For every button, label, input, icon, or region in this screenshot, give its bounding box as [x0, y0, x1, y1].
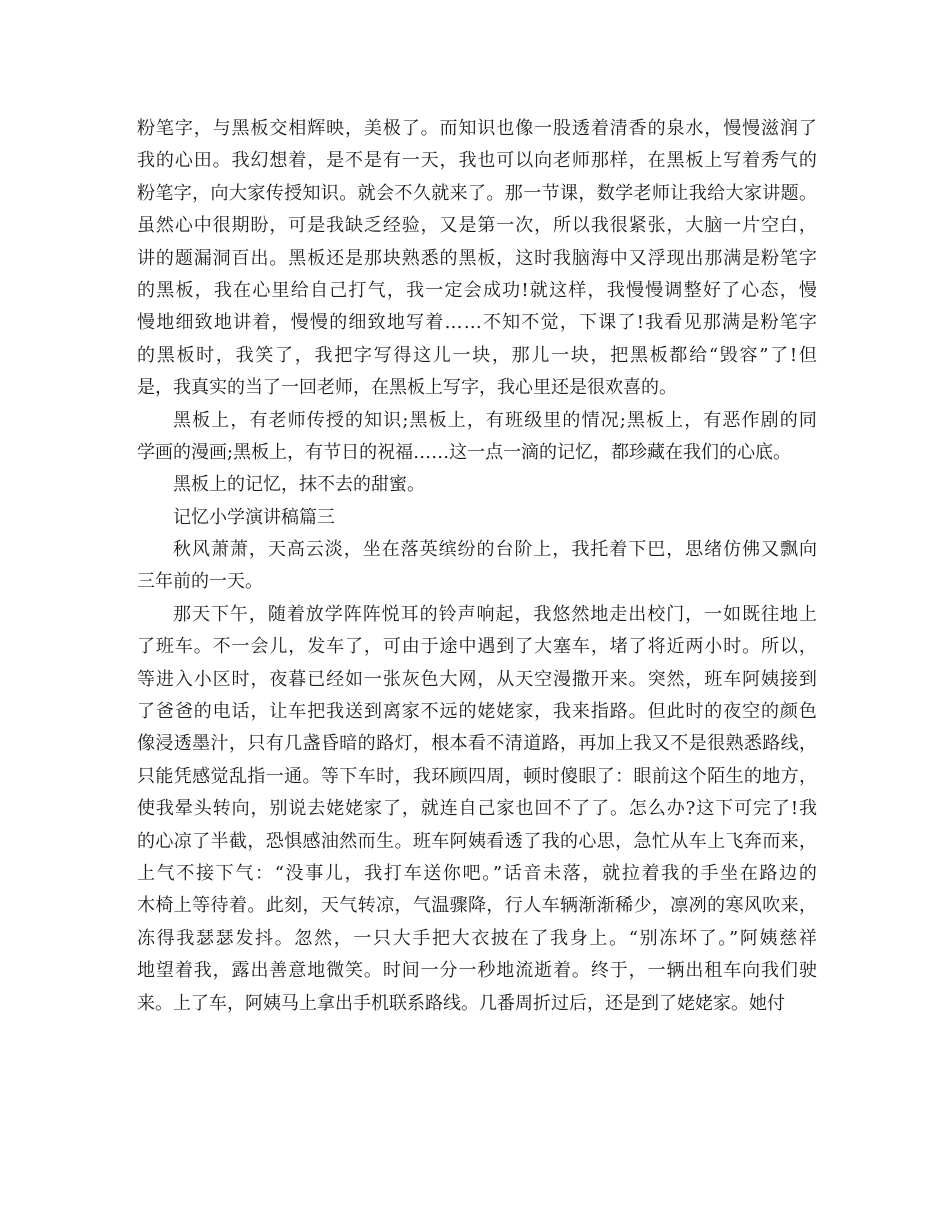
text-line: 虽然心中很期盼，可是我缺乏经验，又是第一次，所以我很紧张，大脑一片空白，	[137, 215, 818, 237]
text-line: 黑板上的记忆，抹不去的甜蜜。	[173, 474, 425, 496]
text-line: 慢地细致地讲着，慢慢的细致地写着……不知不觉，下课了!我看见那满是粉笔字	[137, 312, 819, 334]
text-line: 来。上了车，阿姨马上拿出手机联系路线。几番周折过后，还是到了姥姥家。她付	[137, 992, 785, 1014]
text-line: 记忆小学演讲稿篇三	[173, 506, 335, 528]
document-page	[137, 113, 817, 1020]
text-line: 了爸爸的电话，让车把我送到离家不远的姥姥家，我来指路。但此时的夜空的颜色	[137, 701, 818, 723]
text-line: 只能凭感觉乱指一通。等下车时，我环顾四周，顿时傻眼了：眼前这个陌生的地方，	[137, 765, 818, 787]
text-line: 冻得我瑟瑟发抖。忽然，一只大手把大衣披在了我身上。“别冻坏了。”阿姨慈祥	[137, 927, 819, 949]
text-line: 的黑板，我在心里给自己打气，我一定会成功!就这样，我慢慢调整好了心态，慢	[137, 279, 819, 301]
text-line: 使我晕头转向，别说去姥姥家了，就连自己家也回不了了。怎么办?这下可完了!我	[137, 798, 818, 820]
text-line: 地望着我，露出善意地微笑。时间一分一秒地流逝着。终于，一辆出租车向我们驶	[137, 960, 818, 982]
text-line: 那天下午，随着放学阵阵悦耳的铃声响起，我悠然地走出校门，一如既往地上	[173, 603, 818, 625]
text-line: 讲的题漏洞百出。黑板还是那块熟悉的黑板，这时我脑海中又浮现出那满是粉笔字	[137, 247, 818, 269]
text-line: 我的心田。我幻想着，是不是有一天，我也可以向老师那样，在黑板上写着秀气的	[137, 150, 818, 172]
text-line: 学画的漫画;黑板上，有节日的祝福……这一点一滴的记忆，都珍藏在我们的心底。	[137, 441, 792, 463]
text-line: 是，我真实的当了一回老师，在黑板上写字，我心里还是很欢喜的。	[137, 377, 677, 399]
text-line: 粉笔字，与黑板交相辉映，美极了。而知识也像一股透着清香的泉水，慢慢滋润了	[137, 118, 818, 139]
text-line: 木椅上等待着。此刻，天气转凉，气温骤降，行人车辆渐渐稀少，凛冽的寒风吹来，	[137, 895, 818, 917]
text-line: 上气不接下气：“没事儿，我打车送你吧。”话音未落，就拉着我的手坐在路边的	[137, 862, 819, 884]
text-line: 等进入小区时，夜暮已经如一张灰色大网，从天空漫撒开来。突然，班车阿姨接到	[137, 668, 818, 690]
text-line: 秋风萧萧，天高云淡，坐在落英缤纷的台阶上，我托着下巴，思绪仿佛又飘向	[173, 539, 818, 561]
text-line: 像浸透墨汁，只有几盏昏暗的路灯，根本看不清道路，再加上我又不是很熟悉路线，	[137, 733, 818, 755]
text-line: 的黑板时，我笑了，我把字写得这儿一块，那儿一块，把黑板都给“毁容”了!但	[137, 344, 819, 366]
text-line: 黑板上，有老师传授的知识;黑板上，有班级里的情况;黑板上，有恶作剧的同	[173, 409, 818, 431]
text-line: 粉笔字，向大家传授知识。就会不久就来了。那一节课，数学老师让我给大家讲题。	[137, 182, 818, 204]
text-line: 三年前的一天。	[137, 571, 263, 593]
text-line: 的心凉了半截，恐惧感油然而生。班车阿姨看透了我的心思，急忙从车上飞奔而来，	[137, 830, 818, 852]
text-line: 了班车。不一会儿，发车了，可由于途中遇到了大塞车，堵了将近两小时。所以，	[137, 636, 818, 658]
